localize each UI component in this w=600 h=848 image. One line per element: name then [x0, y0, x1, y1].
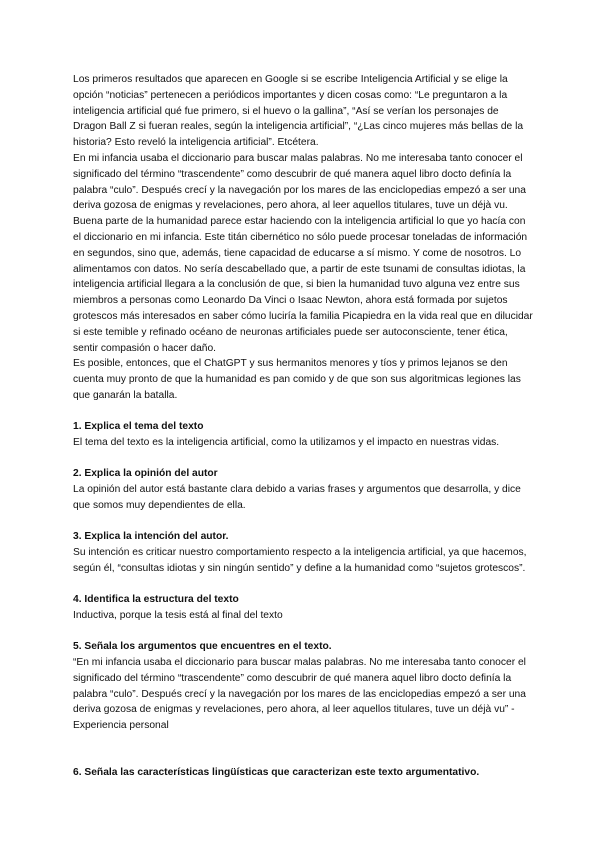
question-answer: Inductiva, porque la tesis está al final del texto [73, 609, 283, 621]
question-title: 6. Señala las características lingüísticas que caracterizan este texto argumentativo. [73, 766, 480, 778]
intro-paragraph-dictionary: En mi infancia usaba el diccionario para buscar malas palabras. No me interesaba tanto conocer el significado del término “trascendente” como descubrir de qué manera aquel libro docto definía la palabra “culo”. Después crecí y la navegación por los mares de las enciclopedias empezó a ser una deriva gozosa de enigmas y revelaciones, pero ahora, al leer aquellos titulares, tuve un déjà vu. Buena parte de la humanidad parece estar haciendo con la inteligencia artificial lo que yo hacía con el diccionario en mi infancia. Este titán cibernético no sólo puede procesar toneladas de información en segundos, sino que, además, tiene capacidad de educarse a sí mismo. Y come de nosotros. Lo alimentamos con datos. No sería descabellado que, a partir de este tsunami de consultas idiotas, la inteligencia artificial llegara a la conclusión de que, si bien la humanidad tuvo alguna vez entre sus miembros a personas como Leonardo Da Vinci o Isaac Newton, ahora está formada por sujetos grotescos más interesados en saber cómo luciría la familia Picapiedra en la vida real que en dilucidar si este temible y refinado océano de neuronas artificiales puede ser autoconsciente, tener ética, sentir compasión o hacer daño. [73, 152, 533, 354]
question-6 [73, 765, 533, 781]
question-2 [73, 466, 533, 513]
question-4 [73, 592, 533, 624]
question-answer: “En mi infancia usaba el diccionario para buscar malas palabras. No me interesaba tanto conocer el significado del término “trascendente” como descubrir de qué manera aquel libro docto definía la palabra “culo”. Después crecí y la navegación por los mares de las enciclopedias empezó a ser una deriva gozosa de enigmas y revelaciones, pero ahora, al leer aquellos titulares, tuve un déjà vu” - Experiencia personal [73, 657, 526, 732]
question-answer: El tema del texto es la inteligencia artificial, como la utilizamos y el impacto en nuestras vidas. [73, 437, 500, 449]
question-title: 4. Identifica la estructura del texto [73, 594, 239, 606]
question-title: 2. Explica la opinión del autor [73, 468, 218, 480]
question-3 [73, 529, 533, 576]
intro-paragraph-headlines: Los primeros resultados que aparecen en Google si se escribe Inteligencia Artificial y se elige la opción “noticias” pertenecen a periódicos importantes y dicen cosas como: “Le preguntaron a la inteligencia artificial qué fue primero, si el huevo o la gallina”, “Así se verían los personajes de Dragon Ball Z si fueran reales, según la inteligencia artificial”, “¿Las cinco mujeres más bellas de la historia? Esto reveló la inteligencia artificial”. Etcétera. [73, 74, 524, 149]
question-1 [73, 419, 533, 451]
question-title: 5. Señala los argumentos que encuentres en el texto. [73, 641, 332, 653]
document-body [73, 72, 533, 781]
question-answer: Su intención es criticar nuestro comportamiento respecto a la inteligencia artificial, ya que hacemos, según él, “consultas idiotas y sin ningún sentido” y define a la humanidad como “sujetos grotescos”. [73, 547, 527, 574]
question-title: 3. Explica la intención del autor. [73, 531, 229, 543]
intro-paragraph-conclusion: Es posible, entonces, que el ChatGPT y sus hermanitos menores y tíos y primos lejanos se den cuenta muy pronto de que la humanidad es pan comido y de que son sus algoritmicas legiones las que ganarán la batalla. [73, 358, 521, 401]
question-5 [73, 639, 533, 734]
question-title: 1. Explica el tema del texto [73, 421, 204, 433]
question-answer: La opinión del autor está bastante clara debido a varias frases y argumentos que desarrolla, y dice que somos muy dependientes de ella. [73, 484, 521, 511]
